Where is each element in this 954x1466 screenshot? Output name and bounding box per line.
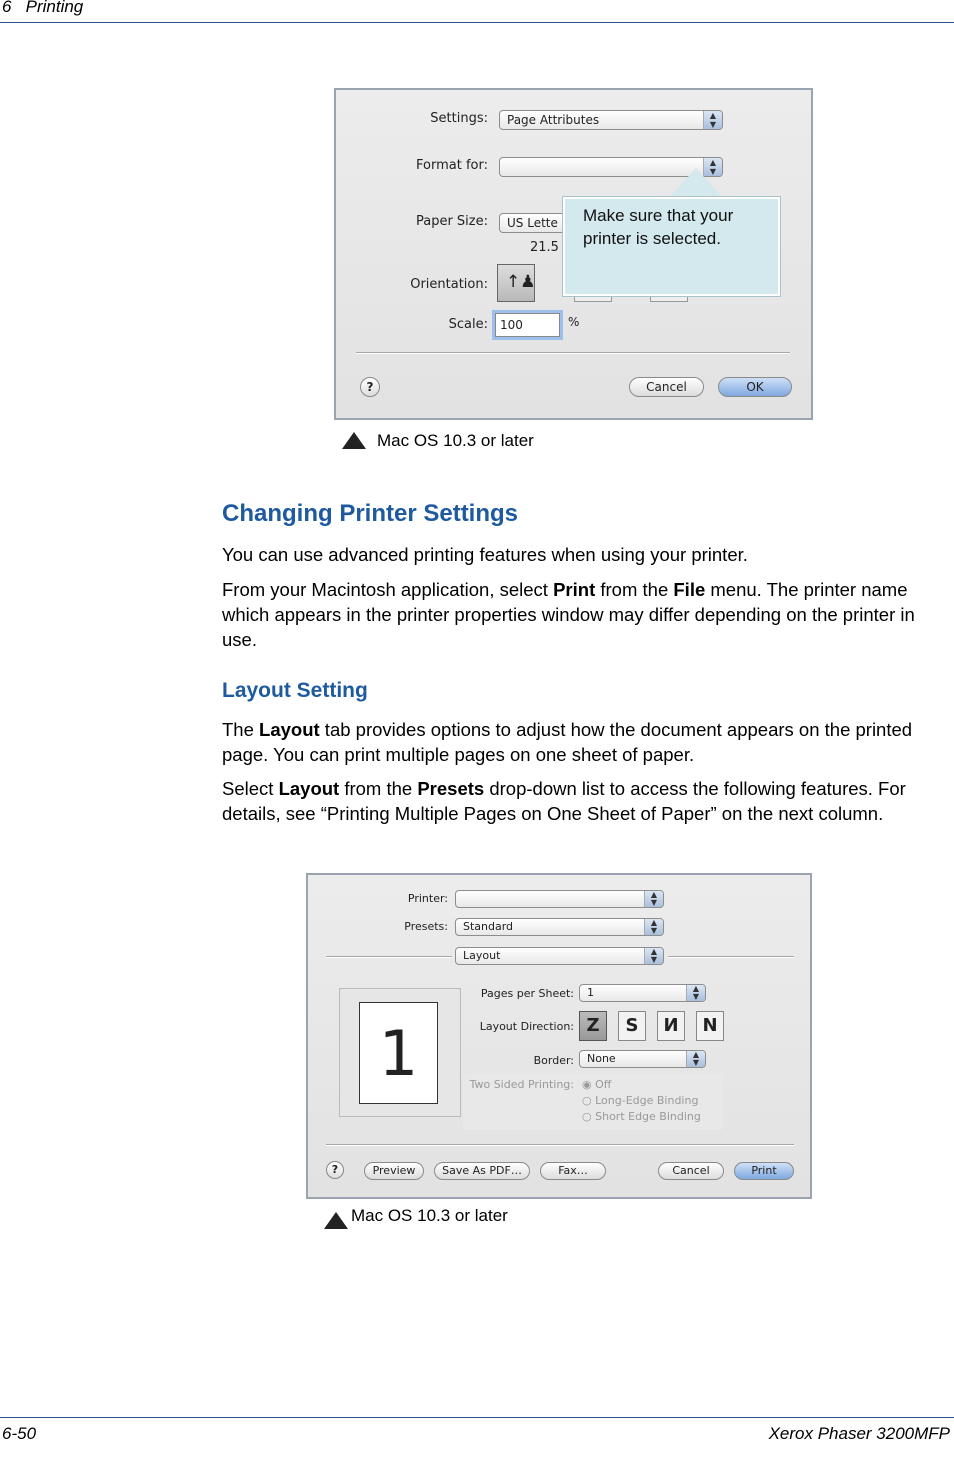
scale-label: Scale: [448,317,488,332]
orientation-label: Orientation: [410,277,488,292]
z-direction-icon: Z [586,1015,600,1036]
section-paragraph-2 [222,577,952,652]
subsection-paragraph-1 [222,717,952,767]
save-as-pdf-button[interactable]: Save As PDF… [434,1162,530,1180]
text-run: menu. The printer name which appears in the printer properties window may differ depending on the printer in use. [222,579,915,650]
caption-os-version: Mac OS 10.3 or later [377,431,534,450]
updown-arrows-icon: ▲ ▼ [686,1051,705,1067]
updown-arrows-icon: ▲ ▼ [703,158,722,176]
s-direction-icon: S [625,1015,639,1036]
border-label: Border: [533,1054,574,1067]
bold-presets: Presets [417,778,485,799]
short-edge-radio[interactable]: ○ Short Edge Binding [582,1110,701,1123]
direction-n2-button[interactable] [696,1011,724,1041]
subsection-paragraph-2 [222,776,952,826]
page-number: 1 [378,1017,419,1090]
pages-per-sheet-popup[interactable] [579,984,706,1002]
callout-box: Make sure that your printer is selected. [563,197,780,296]
direction-z-button[interactable] [579,1011,607,1041]
subsection-title: Layout Setting [222,679,368,702]
section-paragraph-1: You can use advanced printing features when using your printer. [222,544,748,565]
reverse-n-direction-icon: И [663,1015,679,1036]
border-popup[interactable] [579,1050,706,1068]
ok-button[interactable]: OK [718,377,792,397]
direction-n-button[interactable] [657,1011,685,1041]
caption-os-version: Mac OS 10.3 or later [351,1206,508,1225]
scale-input[interactable]: 100 [495,313,560,337]
text-run: tab provides options to adjust how the document appears on the printed page. You can print multiple pages on one sheet of paper. [222,719,913,765]
portrait-orientation-button[interactable] [497,264,535,302]
page-preview-pane [339,988,461,1117]
divider-left [326,956,452,958]
page-number: 6-50 [2,1424,37,1443]
cancel-button[interactable]: Cancel [658,1162,724,1180]
presets-value: Standard [463,920,514,933]
cancel-button[interactable]: Cancel [629,377,704,397]
bold-layout: Layout [259,719,320,740]
updown-arrows-icon: ▲ ▼ [644,919,663,935]
border-value: None [587,1052,616,1065]
text-run: from the [595,579,674,600]
portrait-person-icon: ↑♟ [506,272,536,292]
printer-popup[interactable] [455,890,664,908]
paper-dimension: 21.5 [530,240,559,255]
n-direction-icon: N [702,1015,718,1036]
pages-per-sheet-value: 1 [587,986,594,999]
divider-right [668,956,794,958]
text-run: drop-down list to access the following features. For details, see “Printing Multiple Pages on One Sheet of Paper” on the next column. [222,778,906,824]
section-title: Changing Printer Settings [222,500,519,527]
divider [356,352,790,354]
two-sided-off-radio[interactable]: ◉ Off [582,1078,612,1091]
bold-layout: Layout [278,778,340,799]
panel-value: Layout [463,949,501,962]
paper-size-label: Paper Size: [415,214,488,229]
paper-size-value: US Lette [507,216,558,230]
settings-value: Page Attributes [507,113,600,127]
updown-arrows-icon: ▲ ▼ [703,111,722,129]
pages-per-sheet-label: Pages per Sheet: [480,987,574,1000]
presets-popup[interactable] [455,918,664,936]
scale-unit: % [568,315,580,329]
help-button[interactable]: ? [360,377,380,397]
fax-button[interactable]: Fax… [540,1162,606,1180]
format-for-label: Format for: [416,158,488,173]
preview-button[interactable]: Preview [364,1162,424,1180]
chapter-title: 6 Printing [2,0,84,16]
product-name: Xerox Phaser 3200MFP [768,1424,950,1443]
layout-direction-label: Layout Direction: [479,1020,574,1033]
bottom-divider [326,1144,794,1146]
print-button[interactable]: Print [734,1162,794,1180]
panel-popup[interactable] [455,947,664,965]
updown-arrows-icon: ▲ ▼ [686,985,705,1001]
direction-s-button[interactable] [618,1011,646,1041]
page-preview-sheet [359,1002,438,1104]
callout-pointer [668,168,724,199]
text-run: from the [339,778,418,799]
presets-label: Presets: [404,920,448,933]
bold-print: Print [553,579,596,600]
print-layout-screenshot [306,873,812,1199]
long-edge-radio[interactable]: ○ Long-Edge Binding [582,1094,699,1107]
text-run: The [222,719,260,740]
page-header [0,0,954,23]
text-run: From your Macintosh application, select [222,579,554,600]
help-button[interactable]: ? [326,1161,344,1179]
long-edge-label: Long-Edge Binding [595,1094,699,1107]
caption-triangle-icon [342,432,366,449]
text-run: Select [222,778,279,799]
short-edge-label: Short Edge Binding [595,1110,701,1123]
two-sided-off-label: Off [595,1078,612,1091]
printer-label: Printer: [407,892,448,905]
bold-file: File [673,579,706,600]
updown-arrows-icon: ▲ ▼ [644,891,663,907]
caption-triangle-icon [324,1212,348,1229]
settings-label: Settings: [430,111,488,126]
settings-popup[interactable] [499,110,723,130]
updown-arrows-icon: ▲ ▼ [644,948,663,964]
two-sided-label: Two Sided Printing: [469,1078,574,1091]
page-footer [0,1417,954,1458]
